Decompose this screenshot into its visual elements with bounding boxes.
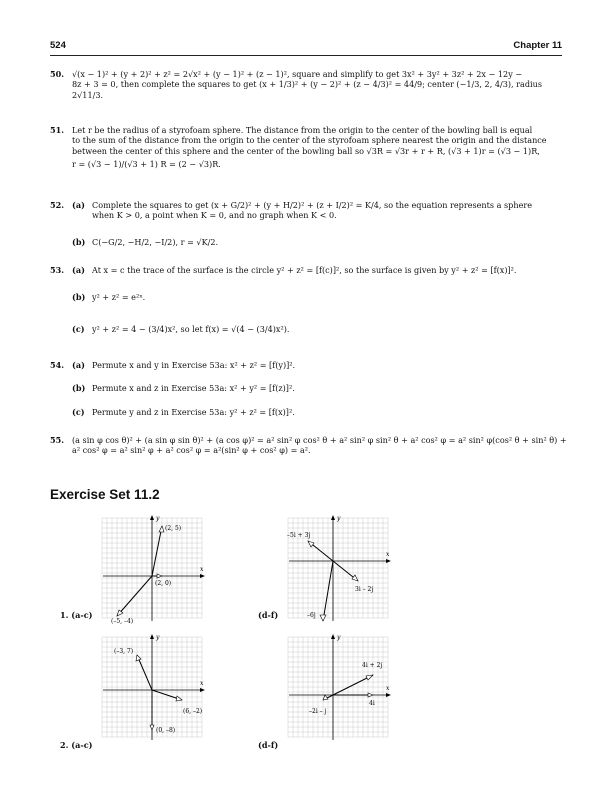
part-label: (c) — [72, 324, 85, 334]
problem-line: to the sum of the distance from the origin to the center of the styrofoam sphere nearest the origin and the distance — [72, 135, 547, 146]
vector-graph-1df — [283, 513, 393, 623]
chapter-title: Chapter 11 — [513, 40, 562, 51]
problem-line: Let r be the radius of a styrofoam sphere. The distance from the origin to the center of the bowling ball is equal — [72, 125, 533, 135]
problem-line: √(x − 1)² + (y + 2)² + z² = 2√x² + (y − 1)² + (z − 1)², square and simplify to get 3x² + 3y² + 3z² + 2x − 12y − — [72, 69, 523, 79]
y-axis-label: y — [156, 515, 160, 522]
problem-number: 54. — [50, 360, 65, 370]
arrowhead-icon — [157, 574, 162, 578]
point-label: (6, –2) — [183, 708, 203, 715]
problem-54c — [72, 407, 568, 417]
vector-label: –5i + 3j — [287, 532, 311, 539]
arrowhead-icon — [368, 693, 373, 697]
problem-line: y² + z² = e²ˣ. — [92, 292, 146, 302]
problem-line: y² + z² = 4 − (3/4)x², so let f(x) = √(4 − (3/4)x²). — [92, 324, 290, 334]
point-label: (–5, –4) — [111, 618, 134, 625]
section-title: Exercise Set 11.2 — [50, 487, 160, 502]
problem-line: r = (√3 − 1)/(√3 + 1) R = (2 − √3)R. — [72, 159, 221, 170]
y-axis-arrow-icon — [150, 515, 154, 520]
vector-c — [117, 576, 152, 616]
vector-label: 4i + 2j — [362, 662, 383, 669]
arrowhead-icon — [176, 696, 182, 701]
problem-line: between the center of this sphere and the center of the bowling ball so √3R = √3r + r + R, (√3 + 1)r = (√3 − 1)R, — [72, 145, 540, 156]
part-label: (a) — [72, 360, 85, 370]
point-label: (0, –8) — [156, 727, 176, 734]
x-axis-arrow-icon — [386, 559, 391, 563]
x-axis-arrow-icon — [386, 693, 391, 697]
y-axis-arrow-icon — [331, 634, 335, 639]
figure-label-2df: (d-f) — [258, 740, 279, 750]
problem-50 — [50, 69, 568, 100]
x-axis-label: x — [386, 685, 390, 692]
problem-line: Complete the squares to get (x + G/2)² + (y + H/2)² + (z + I/2)² = K/4, so the equation represents a sphere — [92, 200, 533, 210]
arrowhead-icon — [323, 695, 328, 700]
problem-number: 53. — [50, 265, 65, 275]
figure-label-1ac: 1. (a-c) — [60, 610, 93, 620]
y-axis-label: y — [156, 634, 160, 641]
part-label: (a) — [72, 200, 85, 210]
vector-graph-2ac — [97, 632, 207, 742]
problem-55 — [50, 435, 568, 456]
problem-number: 52. — [50, 200, 65, 210]
arrowhead-icon — [159, 526, 164, 532]
problem-number: 55. — [50, 435, 65, 445]
figure-label-1df: (d-f) — [258, 610, 279, 620]
y-axis-label: y — [337, 515, 341, 522]
header-rule — [50, 55, 562, 56]
problem-line: 2√11/3. — [72, 89, 104, 100]
problem-line: At x = c the trace of the surface is the circle y² + z² = [f(c)]², so the surface is given by y² + z² = [f(x)]². — [92, 265, 517, 275]
problem-number: 51. — [50, 125, 65, 135]
part-label: (c) — [72, 407, 85, 417]
x-axis-label: x — [200, 680, 204, 687]
problem-line: when K > 0, a point when K = 0, and no graph when K < 0. — [92, 210, 337, 221]
point-label: (–3, 7) — [114, 648, 134, 655]
problem-53c — [72, 324, 568, 334]
problem-line: Permute x and y in Exercise 53a: x² + z² = [f(y)]². — [92, 360, 296, 370]
problem-52b — [72, 237, 568, 247]
x-axis-arrow-icon — [200, 574, 205, 578]
problem-line: Permute y and z in Exercise 53a: y² + z² = [f(x)]². — [92, 407, 295, 417]
part-label: (b) — [72, 383, 86, 393]
problem-53b — [72, 292, 568, 302]
vector-label: –6j — [307, 612, 316, 619]
problem-line: (a sin φ cos θ)² + (a sin φ sin θ)² + (a cos φ)² = a² sin² φ cos² θ + a² sin² φ sin² θ + a² cos² φ = a² sin² φ(cos² θ + sin² θ) + — [72, 435, 567, 445]
arrowhead-icon — [366, 675, 373, 680]
problem-54b — [72, 383, 568, 393]
y-axis-label: y — [337, 634, 341, 641]
vector-graph-1ac — [97, 513, 207, 623]
page-header — [50, 40, 562, 52]
vector-label: 4i — [369, 700, 375, 707]
part-label: (b) — [72, 237, 86, 247]
part-label: (b) — [72, 292, 86, 302]
arrowhead-icon — [136, 655, 141, 661]
problem-53 — [50, 265, 568, 275]
problem-52 — [50, 200, 568, 221]
problem-line: Permute x and z in Exercise 53a: x² + y² = [f(z)]². — [92, 383, 295, 393]
vector-label: –2i – j — [309, 708, 327, 715]
vector-label: 3i – 2j — [355, 586, 374, 593]
page-number: 524 — [50, 40, 66, 51]
problem-51 — [50, 125, 568, 170]
problem-line: 8z + 3 = 0, then complete the squares to get (x + 1/3)² + (y − 2)² + (z − 4/3)² = 44/9; center (−1/3, 2, 4/3), radius — [72, 79, 542, 90]
y-axis-arrow-icon — [331, 515, 335, 520]
x-axis-arrow-icon — [200, 688, 205, 692]
vector-a — [137, 655, 152, 690]
point-label: (2, 5) — [165, 525, 182, 532]
point-label: (2, 0) — [155, 580, 172, 587]
problem-number: 50. — [50, 69, 65, 79]
problem-line: a² cos² φ = a² sin² φ + a² cos² φ = a²(sin² φ + cos² φ) = a². — [72, 445, 311, 456]
x-axis-label: x — [386, 551, 390, 558]
part-label: (a) — [72, 265, 85, 275]
problem-54 — [50, 360, 568, 370]
vector-graph-2df — [283, 632, 393, 742]
arrowhead-icon — [150, 725, 154, 730]
problem-line: C(−G/2, −H/2, −I/2), r = √K/2. — [92, 237, 219, 247]
x-axis-label: x — [200, 566, 204, 573]
y-axis-arrow-icon — [150, 634, 154, 639]
graph-grid — [288, 637, 388, 737]
figure-label-2ac: 2. (a-c) — [60, 740, 93, 750]
